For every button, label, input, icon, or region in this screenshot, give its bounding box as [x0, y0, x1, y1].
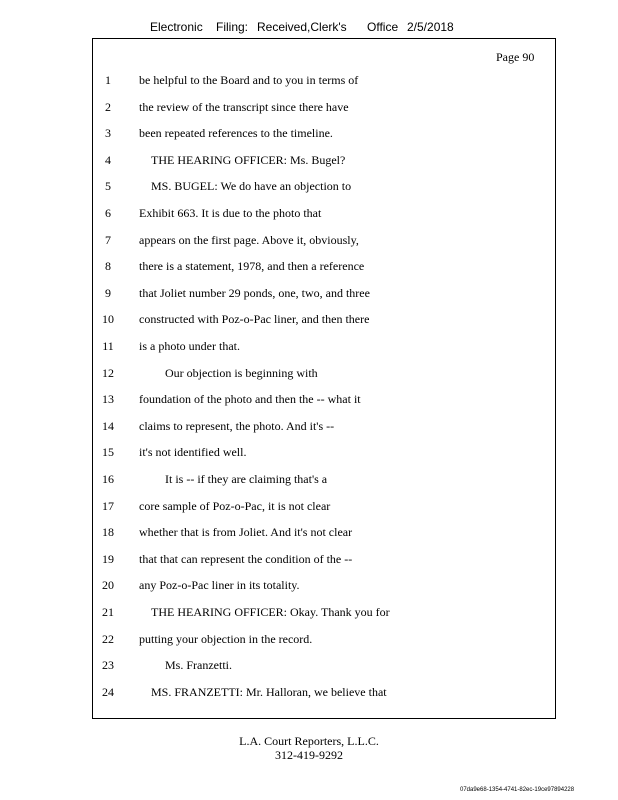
line-text: any Poz-o-Pac liner in its totality. [139, 578, 300, 593]
line-text: THE HEARING OFFICER: Ms. Bugel? [151, 152, 346, 167]
document-hash: 07da9e68-1354-4741-82ec-19ce97894228 [460, 787, 575, 793]
line-text: is a photo under that. [139, 339, 240, 353]
line-text: been repeated references to the timeline. [139, 126, 333, 141]
line-text: Ms. Franzetti. [165, 658, 232, 673]
line-number: 1 [105, 73, 111, 87]
line-number: 7 [105, 232, 111, 247]
line-number: 13 [102, 392, 114, 407]
transcript-line [0, 152, 600, 168]
line-text: that that can represent the condition of the -- [139, 551, 353, 566]
transcript-line [0, 125, 600, 141]
transcript-line [0, 551, 600, 567]
line-number: 21 [102, 605, 114, 619]
line-text: that Joliet number 29 ponds, one, two, and three [139, 285, 370, 300]
transcript-line [0, 258, 600, 274]
line-number: 19 [102, 551, 114, 566]
transcript-line [0, 604, 600, 620]
line-text: MS. FRANZETTI: Mr. Halloran, we believe that [151, 684, 387, 699]
line-number: 2 [105, 99, 111, 114]
header-received: Received,Clerk's [257, 20, 347, 34]
transcript-line [0, 311, 600, 327]
header-office: Office [367, 20, 399, 34]
line-number: 15 [102, 445, 114, 460]
header-date: 2/5/2018 [407, 20, 454, 34]
line-text: Exhibit 663. It is due to the photo that [139, 206, 322, 220]
line-number: 6 [105, 206, 111, 220]
line-number: 22 [102, 631, 114, 646]
line-text: core sample of Poz-o-Pac, it is not clear [139, 498, 331, 513]
header-filing: Filing: [216, 20, 249, 34]
transcript-line [0, 524, 600, 540]
transcript-line [0, 72, 600, 88]
line-number: 23 [102, 658, 114, 673]
header-electronic: Electronic [150, 20, 203, 34]
line-number: 3 [105, 126, 111, 141]
line-number: 10 [102, 312, 114, 327]
line-text: MS. BUGEL: We do have an objection to [151, 179, 352, 194]
line-text: THE HEARING OFFICER: Okay. Thank you for [151, 605, 390, 619]
line-number: 17 [102, 498, 114, 513]
line-text: there is a statement, 1978, and then a reference [139, 259, 365, 274]
line-text: Our objection is beginning with [165, 365, 318, 380]
line-number: 11 [102, 339, 114, 353]
transcript-line [0, 178, 600, 194]
line-number: 5 [105, 179, 111, 194]
line-text: claims to represent, the photo. And it's -- [139, 418, 335, 433]
transcript-line [0, 657, 600, 673]
footer-phone: 312-419-9292 [275, 748, 343, 762]
transcript-line [0, 365, 600, 381]
line-text: whether that is from Joliet. And it's not clear [139, 525, 353, 540]
footer-company: L.A. Court Reporters, L.L.C. [239, 734, 379, 748]
transcript-line [0, 205, 600, 221]
line-text: It is -- if they are claiming that's a [165, 472, 328, 486]
transcript-line [0, 99, 600, 115]
line-text: appears on the first page. Above it, obviously, [139, 232, 359, 247]
transcript-line [0, 471, 600, 487]
transcript-line [0, 577, 600, 593]
line-number: 14 [102, 418, 114, 433]
line-text: be helpful to the Board and to you in terms of [139, 73, 359, 87]
line-text: putting your objection in the record. [139, 631, 313, 646]
line-number: 9 [105, 285, 111, 300]
transcript-line [0, 338, 600, 354]
line-text: the review of the transcript since there have [139, 99, 349, 114]
transcript-line [0, 232, 600, 248]
transcript-line [0, 631, 600, 647]
line-number: 4 [105, 152, 111, 167]
filing-header [0, 20, 618, 36]
transcript-line [0, 684, 600, 700]
page-number: Page 90 [496, 50, 535, 64]
transcript-line [0, 391, 600, 407]
line-number: 8 [105, 259, 111, 274]
line-number: 20 [102, 578, 114, 593]
transcript-line [0, 498, 600, 514]
line-number: 12 [102, 365, 114, 380]
line-number: 16 [102, 472, 114, 486]
transcript-line [0, 285, 600, 301]
transcript-line [0, 444, 600, 460]
line-text: it's not identified well. [139, 445, 247, 460]
line-number: 24 [102, 684, 114, 699]
line-number: 18 [102, 525, 114, 540]
transcript-line [0, 418, 600, 434]
line-text: constructed with Poz-o-Pac liner, and then there [139, 312, 370, 327]
line-text: foundation of the photo and then the -- what it [139, 392, 361, 407]
